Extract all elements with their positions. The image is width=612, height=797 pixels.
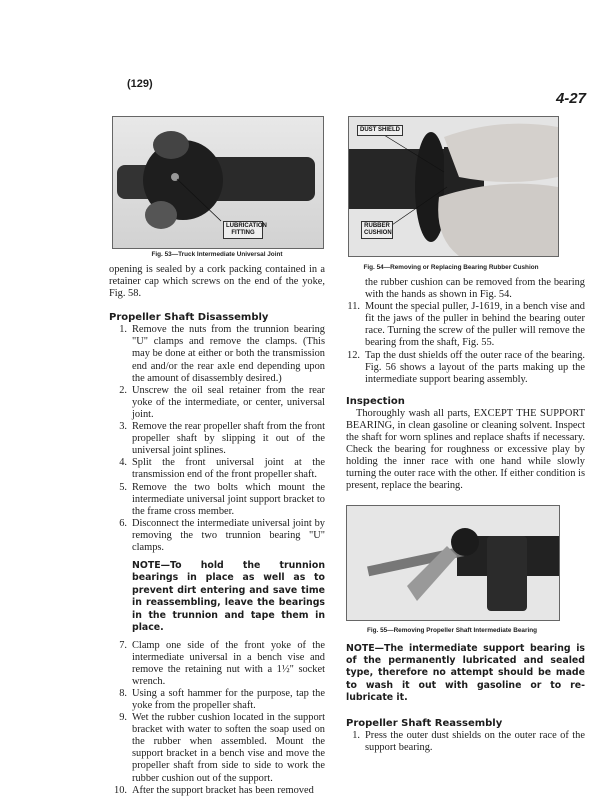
rubber-cushion-label: RUBBER CUSHION — [361, 221, 393, 239]
page-reference: (129) — [127, 78, 153, 90]
note-trunnion-bearings: NOTE—To hold the trunnion bearings in place as well as to prevent dirt entering and save time in reassembling, leave the bearings in the trunnion and tape them in place. — [132, 560, 325, 634]
list-item: 3. Remove the rear propeller shaft from the front propeller shaft by slipping it out of the universal joint splines. — [119, 421, 325, 457]
list-item: 9. Wet the rubber cushion located in the support bracket with water to soften the soap used on the rubber when assembled. Mount the support bracket in a bench vise and move the propeller shaft from side to side to work the rubber cushion out of the support. — [119, 712, 325, 784]
list-item: 2. Unscrew the oil seal retainer from the rear yoke of the intermediate, or center, universal joint. — [119, 384, 325, 420]
list-item: 4. Split the front universal joint at the transmission end of the front propeller shaft. — [119, 457, 325, 481]
list-item: 1. Press the outer dust shields on the outer race of the support bearing. — [352, 729, 585, 753]
universal-joint-illustration — [113, 117, 323, 248]
intro-paragraph: opening is sealed by a cork packing contained in a retainer cap which screws on the end of the yoke, Fig. 58. — [109, 264, 325, 300]
reassembly-heading: Propeller Shaft Reassembly — [346, 717, 503, 729]
list-item: 8. Using a soft hammer for the purpose, tap the yoke from the propeller shaft. — [119, 687, 325, 711]
list-item: 6. Disconnect the intermediate universal joint by removing the two trunnion bearing "U" clamps. — [119, 517, 325, 553]
list-item: 7. Clamp one side of the front yoke of the intermediate universal in a bench vise and remove the retaining nut with a 1½" socket wrench. — [119, 639, 325, 687]
inspection-paragraph: Thoroughly wash all parts, EXCEPT THE SUPPORT BEARING, in clean gasoline or cleaning solvent. Inspect the shaft for worn splines and replace shafts if necessary. Check the bearing for roughness or excessive play by holding the inner race with one hand while slowly turning the outer race with the other. If either condition is present, replace the bearing. — [346, 407, 585, 492]
disassembly-heading: Propeller Shaft Disassembly — [109, 312, 269, 324]
list-item: 1. Remove the nuts from the trunnion bearing "U" clamps and remove the clamps. (This may be done at either or both the transmission end and/or the rear axle end depending upon the amount of disassembly desired.) — [119, 324, 325, 384]
figure-53-image — [112, 116, 324, 249]
left-column — [109, 264, 325, 797]
section-number: 4-27 — [555, 90, 586, 107]
list-item: 10. After the support bracket has been removed — [114, 784, 314, 796]
figure-55-image — [346, 505, 560, 621]
list-item: 11. Mount the special puller, J-1619, in a bench vise and fit the jaws of the puller in behind the bearing outer race. Turning the screw of the puller will remove the bearing from the shaft, Fig. 55. — [347, 301, 585, 349]
list-item: 12. Tap the dust shields off the outer race of the bearing. Fig. 56 shows a layout of the parts making up the intermediate support bearing assembly. — [347, 349, 585, 385]
note-sealed-bearing: NOTE—The intermediate support bearing is of the permanently lubricated and sealed type, therefore no attempt should be made to wash it out with gasoline or to re-lubricate it. — [346, 642, 585, 704]
figure-55-caption: Fig. 55—Removing Propeller Shaft Intermediate Bearing — [366, 626, 538, 634]
bearing-puller-photo — [347, 506, 559, 620]
figure-54-image — [348, 116, 559, 257]
figure-54-caption: Fig. 54—Removing or Replacing Bearing Rubber Cushion — [363, 264, 539, 271]
inspection-heading: Inspection — [346, 395, 405, 407]
lubrication-fitting-label: LUBRICATION FITTING — [223, 221, 263, 239]
list-item: 5. Remove the two bolts which mount the intermediate universal joint support bracket to the frame cross member. — [119, 481, 325, 517]
right-column — [346, 277, 585, 754]
figure-53-caption: Fig. 53—Truck Intermediate Universal Joint — [151, 251, 283, 258]
dust-shield-label: DUST SHIELD — [357, 125, 403, 136]
continued-paragraph: the rubber cushion can be removed from the bearing with the hands as shown in Fig. 54. — [365, 277, 585, 301]
